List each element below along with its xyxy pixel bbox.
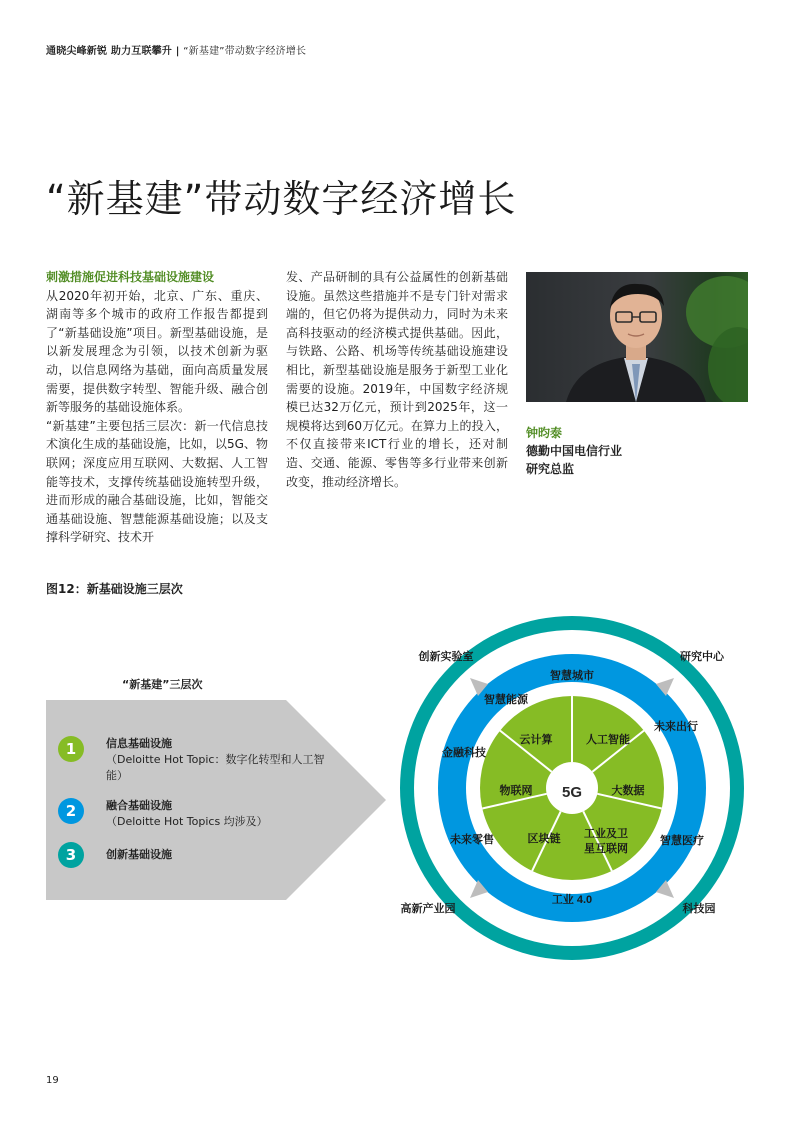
middle-ring-label: 金融科技 (442, 747, 486, 759)
center-label: 5G (561, 784, 583, 801)
layer-text (106, 736, 326, 784)
middle-ring-label: 未来零售 (450, 834, 494, 846)
inner-segment-label: 人工智能 (586, 734, 630, 746)
layer-desc: （Deloitte Hot Topic：数字化转型和人工智能） (106, 753, 325, 782)
inner-segment-label: 大数据 (611, 785, 645, 797)
layer-title: 融合基础设施 (106, 799, 172, 812)
outer-ring-label: 科技园 (682, 903, 716, 915)
author-title-line-2: 研究总监 (526, 462, 575, 476)
middle-ring-label: 工业 4.0 (551, 894, 593, 906)
running-header-sub: “新基建”带动数字经济增长 (183, 46, 307, 57)
author-block (526, 424, 622, 478)
layer-title: 创新基础设施 (106, 848, 172, 861)
body-paragraph-1: 从2020年初开始，北京、广东、重庆、湖南等多个城市的政府工作报告都提到了“新基础设施”项目。新型基础设施，是以新发展理念为引领，以技术创新为驱动，以信息网络为基础，面向高质量发展需要，提供数字转型、智能升级、融合创新等服务的基础设施体系。 (46, 288, 268, 415)
middle-ring-label: 智慧能源 (484, 694, 528, 706)
middle-ring-label: 智慧医疗 (660, 835, 704, 847)
inner-segment-label: 工业及卫 (584, 828, 628, 840)
layer-desc: （Deloitte Hot Topics 均涉及） (106, 815, 268, 828)
body-column-1 (46, 268, 268, 547)
section-subhead: 刺激措施促进科技基础设施建设 (46, 270, 215, 284)
inner-segment-label: 物联网 (499, 785, 533, 797)
inner-segment-label: 星互联网 (584, 843, 628, 855)
portrait-image (526, 272, 748, 402)
layer-text (106, 798, 326, 830)
inner-segment-label: 区块链 (527, 833, 561, 845)
layer-number-badge: 1 (58, 736, 84, 762)
inner-segment-label: 云计算 (519, 734, 553, 746)
body-paragraph-2: “新基建”主要包括三层次：新一代信息技术演化生成的基础设施，比如，以5G、物联网；深度应用互联网、大数据、人工智能等技术，支撑传统基础设施转型升级，进而形成的融合基础设施，比如，智能交通基础设施、智慧能源基础设施；以及支撑科学研究、技术开 (46, 418, 268, 545)
layer-title: 信息基础设施 (106, 737, 172, 750)
layers-title: “新基建”三层次 (122, 678, 203, 691)
page-title: “新基建”带动数字经济增长 (46, 177, 517, 221)
infrastructure-ring-diagram (396, 612, 748, 964)
author-name: 钟昀泰 (526, 426, 563, 440)
figure-label: 图12：新基础设施三层次 (46, 582, 183, 596)
running-header-title: 通晓尖峰新锐 助力互联攀升 | (46, 46, 184, 57)
middle-ring-label: 智慧城市 (550, 670, 594, 682)
body-column-2 (286, 268, 508, 491)
page-number: 19 (46, 1075, 59, 1086)
middle-ring-label: 未来出行 (654, 721, 698, 733)
outer-ring-label: 研究中心 (680, 651, 724, 663)
layer-number-badge: 2 (58, 798, 84, 824)
layer-text (106, 847, 326, 863)
outer-ring-label: 创新实验室 (418, 651, 474, 663)
body-paragraph-3: 发、产品研制的具有公益属性的创新基础设施。虽然这些措施并不是专门针对需求端的，但它仍将为提供动力，同时为未来高科技驱动的经济模式提供基础。因此，与铁路、公路、机场等传统基础设施建设相比，新型基础设施是服务于新型工业化需要的设施。2019年，中国数字经济规模已达32万亿元，预计到2025年，这一规模将达到60万亿元。在算力上的投入，不仅直接带来ICT行业的增长，还对制造、交通、能源、零售等多行业带来创新改变，推动经济增长。 (286, 270, 508, 489)
outer-ring-label: 高新产业园 (400, 903, 456, 915)
author-title-line-1: 德勤中国电信行业 (526, 444, 623, 458)
running-header (46, 42, 306, 57)
author-photo (526, 272, 748, 402)
layer-number-badge: 3 (58, 842, 84, 868)
